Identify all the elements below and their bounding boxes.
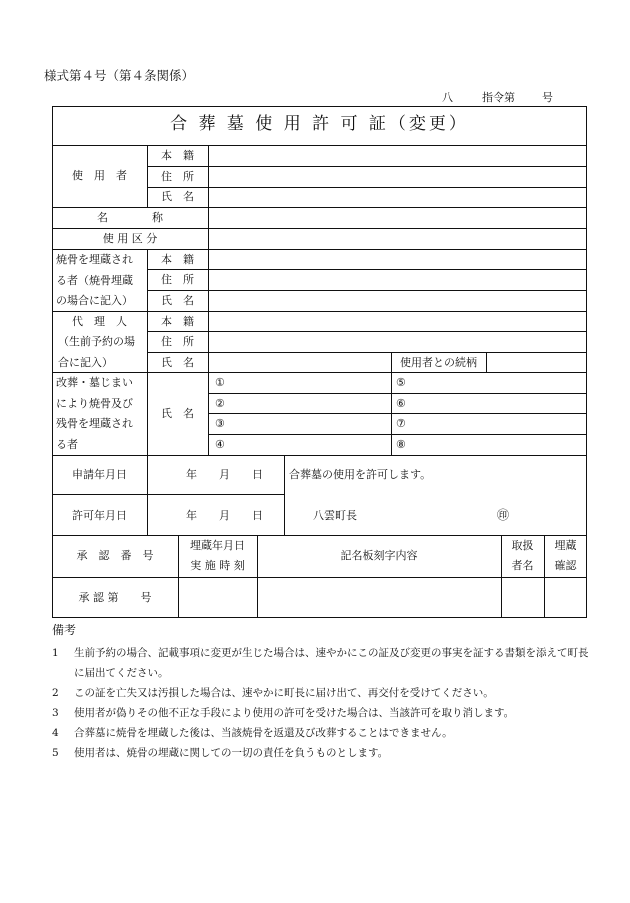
agent-label-1: 代 理 人 xyxy=(72,315,127,328)
rule xyxy=(52,455,587,456)
rule xyxy=(147,455,148,535)
rule xyxy=(208,393,587,394)
remains-label-2: る者（焼骨埋蔵 xyxy=(56,274,133,287)
note-text: 合葬墓に焼骨を埋蔵した後は、当該焼骨を返還及び改葬することはできません。 xyxy=(74,727,453,739)
rule xyxy=(147,187,587,188)
rule xyxy=(147,249,148,372)
user-label: 使 用 者 xyxy=(72,169,127,182)
notes-heading: 備考 xyxy=(52,623,77,637)
rule xyxy=(52,372,587,373)
agent-label-3: 合に記入） xyxy=(58,356,113,369)
permit-mid: 指令第 xyxy=(482,91,515,104)
reburial-label-2: により焼骨及び xyxy=(56,397,133,410)
rule xyxy=(257,535,258,618)
note-number: 4 xyxy=(52,727,59,739)
approval-no-label: 承 認 第 号 xyxy=(78,591,152,604)
form-title: 合 葬 墓 使 用 許 可 証（変更） xyxy=(170,114,469,134)
handler-label-1: 取扱 xyxy=(511,539,534,552)
note-number: 3 xyxy=(52,707,59,719)
agent-label-2: （生前予約の場 xyxy=(58,335,135,348)
mayor-title: 八雲町長 xyxy=(313,509,357,522)
note-number: 5 xyxy=(52,747,59,759)
note-text: 使用者は、焼骨の埋蔵に関しての一切の責任を負うものとします。 xyxy=(74,747,389,759)
note-item xyxy=(52,723,594,743)
user-shimei-label: 氏 名 xyxy=(161,190,194,203)
user-honseki-label: 本 籍 xyxy=(161,149,194,162)
rule xyxy=(52,249,587,250)
agent-jusho-label: 住 所 xyxy=(161,335,194,348)
rule xyxy=(52,494,284,495)
rule xyxy=(52,207,587,208)
rule xyxy=(208,145,209,455)
agent-relation-label: 使用者との続柄 xyxy=(400,356,477,369)
burial-date-label-2: 実 施 時 刻 xyxy=(190,559,245,572)
reburial-shimei-label: 氏 名 xyxy=(161,407,194,420)
reburial-slot-1: ① xyxy=(215,376,225,389)
note-item xyxy=(52,703,594,723)
reburial-label-3: 残骨を埋蔵され xyxy=(56,417,133,430)
rule xyxy=(52,535,587,536)
rule xyxy=(52,577,587,578)
reburial-slot-7: ⑦ xyxy=(396,417,406,430)
agent-honseki-label: 本 籍 xyxy=(161,315,194,328)
rule xyxy=(147,290,587,291)
permit-date-ymd: 年 月 日 xyxy=(186,509,263,522)
rule xyxy=(147,352,587,353)
confirm-label-2: 確認 xyxy=(554,559,577,572)
remains-label-1: 焼骨を埋蔵され xyxy=(56,253,133,266)
rule xyxy=(284,455,285,535)
agent-shimei-label: 氏 名 xyxy=(161,356,194,369)
note-text: 使用者が偽りその他不正な手段により使用の許可を受けた場合は、当該許可を取り消します。 xyxy=(74,707,515,719)
permit-statement: 合葬墓の使用を許可します。 xyxy=(289,468,432,481)
note-text: 生前予約の場合、記載事項に変更が生じた場合は、速やかにこの証及び変更の事実を証する書類を添えて町長に届出てください。 xyxy=(74,647,589,679)
remains-shimei-label: 氏 名 xyxy=(161,294,194,307)
permit-prefix: 八 xyxy=(442,91,453,104)
burial-date-label-1: 埋蔵年月日 xyxy=(190,539,245,552)
application-date-ymd: 年 月 日 xyxy=(186,468,263,481)
permit-date-label: 許可年月日 xyxy=(72,509,127,522)
reburial-slot-8: ⑧ xyxy=(396,438,406,451)
reburial-label-4: る者 xyxy=(56,438,78,451)
rule xyxy=(52,311,587,312)
confirm-label-1: 埋蔵 xyxy=(554,539,577,552)
permit-suffix: 号 xyxy=(542,91,553,104)
reburial-slot-6: ⑥ xyxy=(396,397,406,410)
handler-label-2: 者名 xyxy=(511,559,534,572)
seal-mark: ㊞ xyxy=(497,508,510,522)
rule xyxy=(52,145,587,146)
permit-number-line xyxy=(442,89,553,105)
reburial-slot-4: ④ xyxy=(215,438,225,451)
reburial-slot-3: ③ xyxy=(215,417,225,430)
rule xyxy=(147,331,587,332)
inscription-label: 記名板刻字内容 xyxy=(340,549,418,562)
user-jusho-label: 住 所 xyxy=(161,170,194,183)
rule xyxy=(486,352,487,372)
rule xyxy=(147,166,587,167)
note-item xyxy=(52,683,594,703)
reburial-slot-5: ⑤ xyxy=(396,376,406,389)
meisho-label: 名 称 xyxy=(97,211,163,224)
rule xyxy=(52,228,587,229)
notes-section xyxy=(52,621,592,763)
note-item xyxy=(52,743,594,763)
reburial-label-1: 改葬・墓じまい xyxy=(56,376,133,389)
note-text: この証を亡失又は汚損した場合は、速やかに町長に届け出て、再交付を受けてください。 xyxy=(74,687,494,699)
note-number: 1 xyxy=(52,647,59,659)
application-date-label: 申請年月日 xyxy=(72,468,127,481)
note-number: 2 xyxy=(52,687,59,699)
approval-number-label: 承 認 番 号 xyxy=(76,549,154,562)
reburial-slot-2: ② xyxy=(215,397,225,410)
note-item xyxy=(52,643,594,683)
form-number: 様式第４号（第４条関係） xyxy=(44,68,195,83)
remains-label-3: の場合に記入） xyxy=(56,294,133,307)
rule xyxy=(147,269,587,270)
remains-jusho-label: 住 所 xyxy=(161,273,194,286)
shiyo-kubun-label: 使 用 区 分 xyxy=(102,232,158,245)
remains-honseki-label: 本 籍 xyxy=(161,253,194,266)
rule xyxy=(208,413,587,414)
rule xyxy=(208,434,587,435)
